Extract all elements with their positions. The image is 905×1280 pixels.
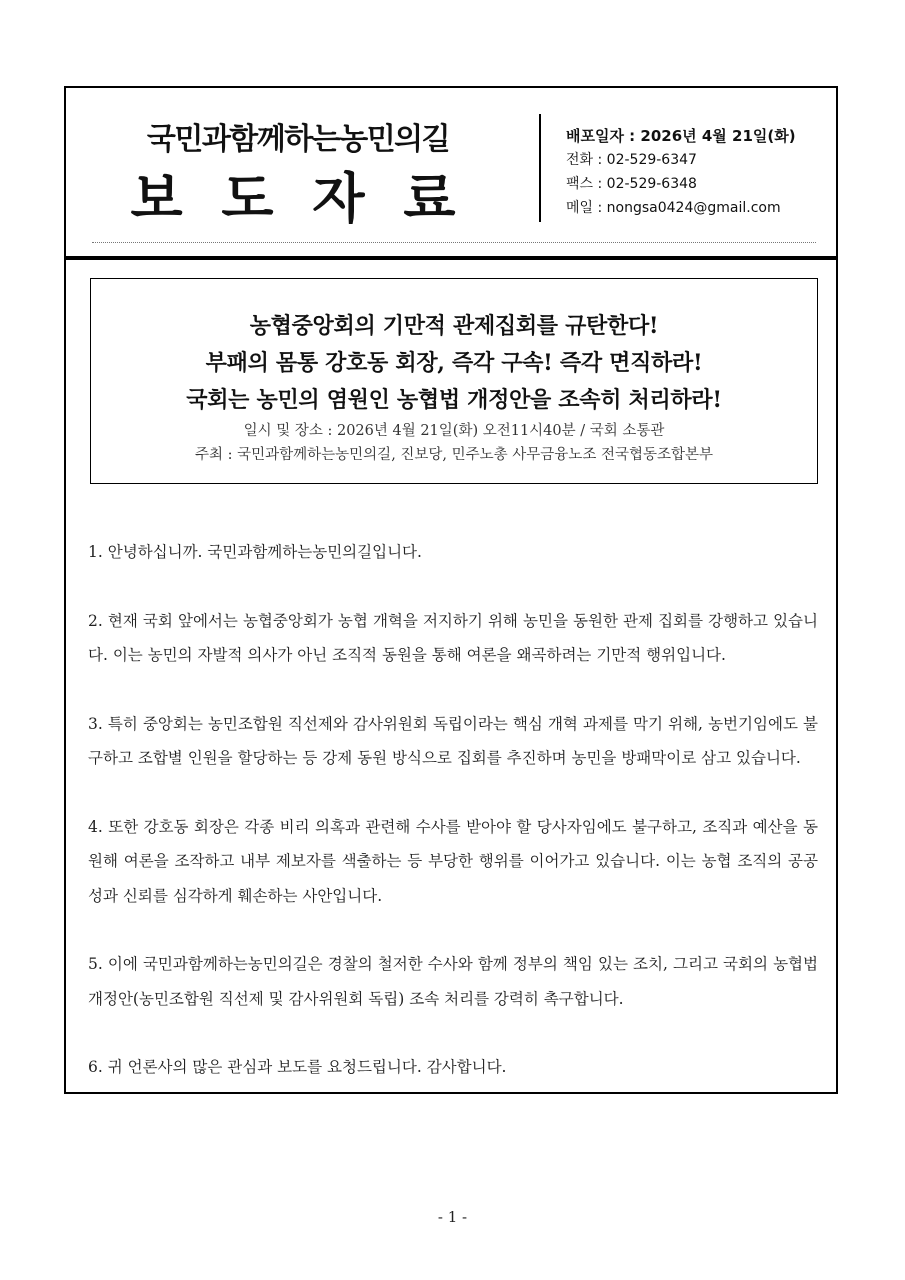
organization-name: 국민과함께하는농민의길	[146, 122, 450, 157]
paragraph-2: 2. 현재 국회 앞에서는 농협중앙회가 농협 개혁을 저지하기 위해 농민을 동원한 관제 집회를 강행하고 있습니다. 이는 농민의 자발적 의사가 아닌 조직적 동원을 통해 여론을 왜곡하려는 기만적 행위입니다.	[88, 611, 818, 664]
contact-info	[566, 124, 796, 220]
release-date: 배포일자 : 2026년 4월 21일(화)	[566, 127, 796, 145]
paragraph-5: 5. 이에 국민과함께하는농민의길은 경찰의 철저한 수사와 함께 정부의 책임 있는 조치, 그리고 국회의 농협법 개정안(농민조합원 직선제 및 감사위원회 독립) 조속 처리를 강력히 촉구합니다.	[88, 955, 818, 1008]
paragraph-6: 6. 귀 언론사의 많은 관심과 보도를 요청드립니다. 감사합니다.	[88, 1058, 507, 1076]
phone-number: 전화 : 02-529-6347	[566, 152, 697, 168]
headline-2: 부패의 몸통 강호동 회장, 즉각 구속! 즉각 면직하라!	[205, 350, 703, 376]
event-organizers: 주최 : 국민과함께하는농민의길, 진보당, 민주노총 사무금융노조 전국협동조합본부	[195, 447, 713, 463]
paragraph-3: 3. 특히 중앙회는 농민조합원 직선제와 감사위원회 독립이라는 핵심 개혁 과제를 막기 위해, 농번기임에도 불구하고 조합별 인원을 할당하는 등 강제 동원 방식으로 집회를 추진하며 농민을 방패막이로 삼고 있습니다.	[88, 714, 818, 767]
fax-number: 팩스 : 02-529-6348	[566, 176, 697, 192]
paragraph-1: 1. 안녕하십니까. 국민과함께하는농민의길입니다.	[88, 543, 422, 561]
headline-3: 국회는 농민의 염원인 농협법 개정안을 조속히 처리하라!	[186, 387, 722, 413]
document-type-title: 보 도 자 료	[130, 167, 466, 230]
email-address: 메일 : nongsa0424@gmail.com	[566, 200, 781, 216]
dotted-divider	[92, 242, 816, 243]
headline-box	[90, 278, 818, 484]
event-datetime-place: 일시 및 장소 : 2026년 4월 21일(화) 오전11시40분 / 국회 소통관	[243, 423, 665, 439]
thick-divider	[66, 256, 836, 260]
paragraph-4: 4. 또한 강호동 회장은 각종 비리 의혹과 관련해 수사를 받아야 할 당사자임에도 불구하고, 조직과 예산을 동원해 여론을 조작하고 내부 제보자를 색출하는 등 부당한 행위를 이어가고 있습니다. 이는 농협 조직의 공공성과 신뢰를 심각하게 훼손하는 사안입니다.	[88, 817, 818, 905]
headline-1: 농협중앙회의 기만적 관제집회를 규탄한다!	[249, 313, 659, 339]
header-divider	[539, 114, 541, 222]
page-number: - 1 -	[437, 1208, 468, 1226]
press-release-body	[88, 535, 818, 1085]
